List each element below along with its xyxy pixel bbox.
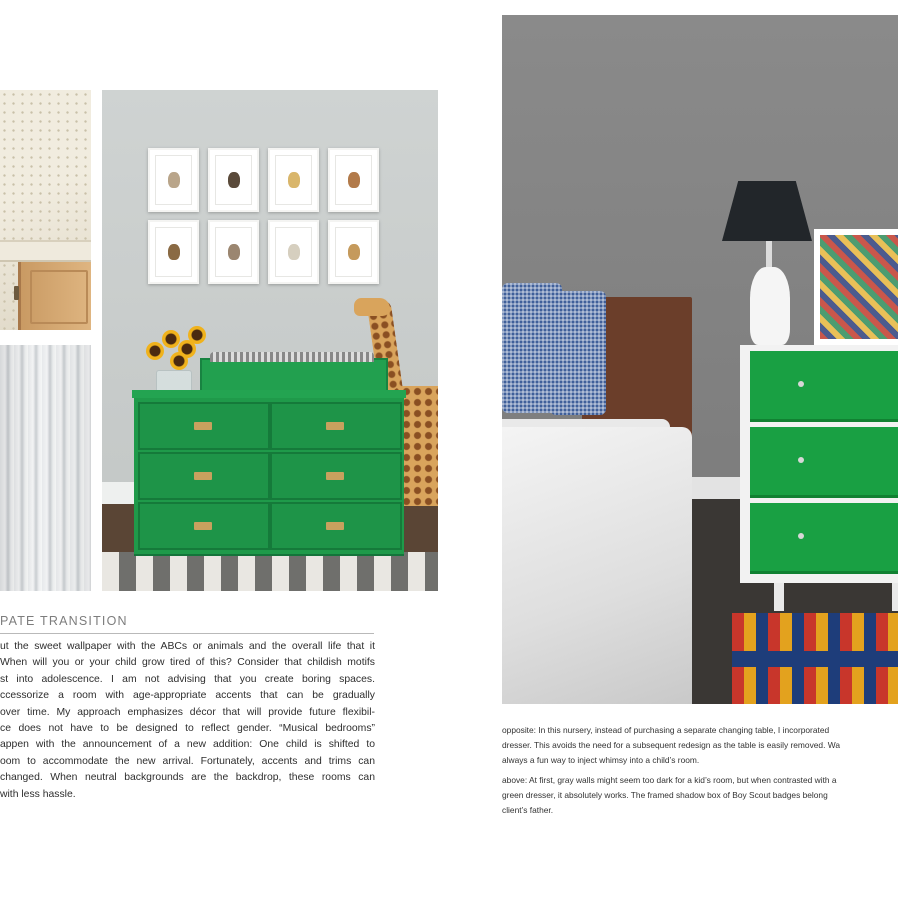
curtain-fabric-photo bbox=[0, 345, 91, 591]
white-bedding bbox=[502, 427, 692, 704]
caption-line: above: At first, gray walls might seem too dark for a kid’s room, but when contrasted with a bbox=[502, 775, 837, 785]
gingham-pillow bbox=[550, 291, 606, 415]
heading-rule bbox=[0, 633, 374, 634]
body-line: over time. My approach emphasizes décor that will provide future flexibil- bbox=[0, 706, 375, 718]
framed-animal-print bbox=[208, 148, 259, 212]
caption-above bbox=[502, 773, 898, 819]
framed-animal-print bbox=[148, 220, 199, 284]
body-line: changed. When neutral backgrounds are the backdrop, these rooms can bbox=[0, 772, 375, 784]
body-line: with less hassle. bbox=[0, 788, 76, 800]
caption-line: dresser. This avoids the need for a subsequent redesign as the table is easily removed. Wa bbox=[502, 740, 840, 751]
body-line: appen with the announcement of a new addition: One child is shifted to bbox=[0, 739, 375, 751]
body-line: ccessorize a room with age-appropriate accents that can be gradually bbox=[0, 690, 375, 702]
framed-animal-print bbox=[268, 148, 319, 212]
body-line: st into adolescence. I am not advising that you create boring spaces. bbox=[0, 673, 375, 685]
caption-line: client’s father. bbox=[502, 805, 554, 816]
framed-animal-print bbox=[208, 220, 259, 284]
framed-animal-print bbox=[268, 220, 319, 284]
section-heading: PATE TRANSITION bbox=[0, 614, 128, 628]
body-line: When will you or your child grow tired of this? Consider that childish motifs bbox=[0, 657, 375, 669]
green-campaign-dresser bbox=[134, 394, 404, 554]
framed-animal-print bbox=[148, 148, 199, 212]
caption-line: green dresser, it absolutely works. The framed shadow box of Boy Scout badges belong bbox=[502, 790, 828, 801]
body-line: ut the sweet wallpaper with the ABCs or animals and the overall life that it bbox=[0, 641, 375, 652]
caption-line: opposite: In this nursery, instead of purchasing a separate changing table, I incorporated bbox=[502, 725, 830, 735]
caption-line: always a fun way to inject whimsy into a child’s room. bbox=[502, 755, 700, 766]
caption-opposite bbox=[502, 723, 898, 769]
owl-lamp-base bbox=[750, 267, 790, 345]
framed-animal-print bbox=[328, 220, 379, 284]
body-line: ce does not have to be designed to reflect gender. “Musical bedrooms” bbox=[0, 722, 375, 734]
white-green-dresser bbox=[740, 345, 898, 583]
framed-animal-print bbox=[328, 148, 379, 212]
body-text bbox=[0, 639, 375, 803]
body-line: oom to accommodate the new arrival. Fortunately, accents and trims can bbox=[0, 755, 375, 767]
striped-rug bbox=[102, 552, 438, 591]
bedroom-green-dresser-photo bbox=[502, 15, 898, 704]
wallpaper-detail-photo bbox=[0, 90, 91, 330]
nursery-green-dresser-photo bbox=[102, 90, 438, 591]
